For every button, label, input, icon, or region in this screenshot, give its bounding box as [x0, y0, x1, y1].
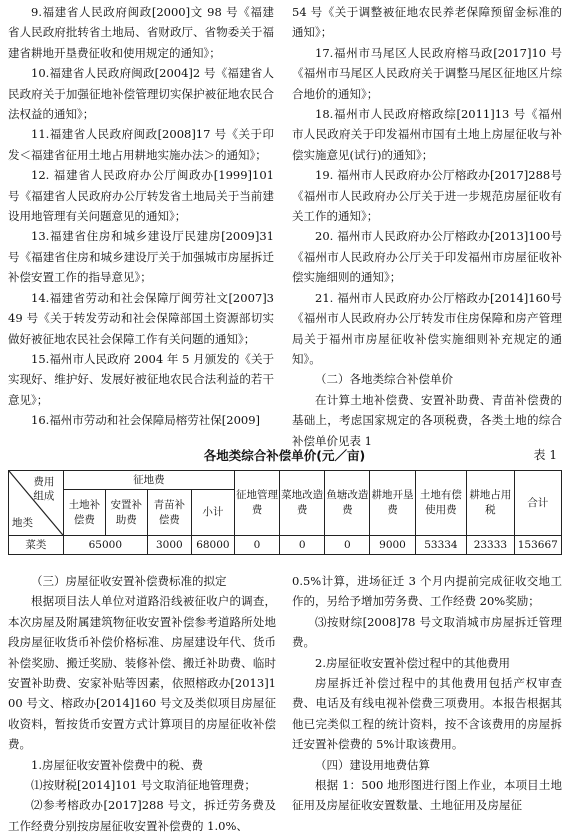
reference-item-9: 9.福建省人民政府闽政[2000]文 98 号《福建省人民政府批转省土地局、省财政厅、省物委关于福建省耕地开垦费征收和使用规定的通知》； [8, 5, 274, 60]
reference-item-17: 17.福州市马尾区人民政府榕马政[2017]10 号《福州市马尾区人民政府关于调整马尾区征地区片综合地价的通知》； [292, 45, 562, 101]
table-title: 各地类综合补偿单价(元／亩) [203, 448, 366, 463]
header-resettlement-subsidy: 安置补助费 [105, 490, 147, 536]
reference-item-20: 20. 福州市人民政府办公厅榕政办[2013]100号《福州市人民政府办公厅关于印发福州市房屋征收补偿实施细则的通知》； [292, 229, 562, 285]
top-left-column [8, 2, 274, 431]
header-management-fee: 征地管理费 [234, 471, 279, 536]
bottom-left-column [8, 571, 276, 836]
reference-item-16-continued: 54 号《关于调整被征地农民养老保障预留金标准的通知》； [292, 5, 562, 40]
header-reclamation-fee: 耕地开垦费 [370, 471, 415, 536]
reference-item-16: 16.福州市劳动和社会保障局榕劳社保[2009] [31, 413, 261, 428]
header-occupation-tax: 耕地占用税 [467, 471, 514, 536]
top-right-column [292, 2, 562, 451]
cell-fishpond: 0 [325, 536, 370, 555]
compensation-table [8, 470, 562, 555]
corner-top-label: 费用组成 [33, 476, 55, 502]
header-paid-use-fee: 土地有偿使用费 [415, 471, 467, 536]
table-corner-cell [9, 471, 64, 536]
section-heading-3: （三）房屋征收安置补偿费标准的拟定 [31, 574, 227, 588]
reference-item-14: 14.福建省劳动和社会保障厅闽劳社文[2007]349 号《关于转发劳动和社会保障部国土资源部切实做好被征地农民社会保障工作有关问题的通知》； [8, 290, 274, 346]
cell-vegetable: 0 [280, 536, 325, 555]
table-header-row-1 [9, 471, 562, 490]
subsection-2-title: 2.房屋征收安置补偿过程中的其他费用 [315, 655, 510, 670]
section-4-paragraph: 根据 1：500 地形图进行图上作业，本项目土地征用及房屋征收安置数量、土地征用及房屋征 [292, 778, 562, 813]
reference-item-15: 15.福州市人民政府 2004 年 5 月颁发的《关于实现好、维护好、发展好被征地农民合法利益的若干意见》； [8, 351, 274, 407]
cell-total: 153667 [514, 536, 561, 555]
section-heading-4: （四）建设用地费估算 [315, 757, 430, 772]
fee-item-1: ⑴按财税[2014]101 号文取消征地管理费； [31, 778, 256, 793]
reference-item-10: 10.福建省人民政府闽政[2004]2 号《福建省人民政府关于加强征地补偿管理切实保护被征地农民合法权益的通知》； [8, 66, 274, 122]
cell-reclamation: 9000 [370, 536, 415, 555]
reference-item-19: 19. 福州市人民政府办公厅榕政办[2017]288号《福州市人民政府办公厅关于进一步规范房屋征收有关工作的通知》； [292, 168, 562, 224]
table-caption [0, 446, 569, 466]
group-header-land-fee: 征地费 [63, 471, 234, 490]
row-label: 菜类 [9, 536, 64, 555]
cell-management: 0 [234, 536, 279, 555]
header-land-compensation: 土地补偿费 [63, 490, 105, 536]
reference-item-12: 12. 福建省人民政府办公厅闽政办[1999]101 号《福建省人民政府办公厅转发省土地局关于当前建设用地管理有关问题意见的通知》； [8, 168, 274, 224]
reference-item-13: 13.福建省住房和城乡建设厅民建房[2009]31号《福建省住房和城乡建设厅关于加强城市房屋拆迁补偿安置工作的指导意见》； [8, 229, 274, 285]
header-vegetable-fee: 菜地改造费 [280, 471, 325, 536]
table-row [9, 536, 562, 555]
fee-item-3: ⑶按财综[2008]78 号文取消城市房屋拆迁管理费。 [292, 614, 562, 650]
cell-land-and-resettlement: 65000 [63, 536, 147, 555]
cell-crops: 3000 [147, 536, 191, 555]
bottom-right-column [292, 571, 562, 816]
reference-item-18: 18.福州市人民政府榕政综[2011]13 号《福州市人民政府关于印发福州市国有土地上房屋征收与补偿实施意见(试行)的通知》； [292, 107, 562, 162]
cell-paid-use: 53334 [415, 536, 467, 555]
header-crop-compensation: 青苗补偿费 [147, 490, 191, 536]
fee-item-2: ⑵参考榕政办[2017]288 号文，拆迁劳务费及工作经费分别按房屋征收安置补偿费的 1.0%、 [8, 798, 276, 833]
cell-subtotal: 68000 [191, 536, 234, 555]
table-number: 表 1 [533, 448, 557, 462]
header-subtotal: 小计 [191, 490, 234, 536]
section-3-paragraph: 根据项目法人单位对道路沿线被征收户的调查，本次房屋及附属建筑物征收安置补偿参考道路所处地段房屋征收货币补偿价格标准、房屋建设年代、货币补偿奖励、搬迁奖励、装修补偿、搬迁补助费、临时安置补助费、安家补贴等因素，依照榕政办[2013]100 号文、榕政办[2014]160 号文及类似项目房屋征收资料，暂按货币安置方式计算项目的房屋征收补偿费。 [8, 594, 276, 752]
header-fishpond-fee: 鱼塘改造费 [325, 471, 370, 536]
reference-item-11: 11.福建省人民政府闽政[2008]17 号《关于印发＜福建省征用土地占用耕地实施办法＞的通知》； [8, 127, 274, 162]
section-2-paragraph: 在计算土地补偿费、安置补助费、青苗补偿费的基础上，考虑国家规定的各项税费，各类土地的综合补偿单价见表 1 [292, 392, 562, 448]
subsection-1-title: 1.房屋征收安置补偿费中的税、费 [31, 757, 203, 772]
fee-item-2-continued: 0.5%计算，进场征迁 3 个月内提前完成征收交地工作的，另给予增加劳务费、工作经费 20%奖励； [292, 574, 562, 609]
reference-item-21: 21. 福州市人民政府办公厅榕政办[2014]160号《福州市人民政府办公厅转发市住房保障和房产管理局关于福州市房屋征收补偿实施细则补充规定的通知》。 [292, 290, 562, 366]
corner-bottom-label: 地类 [12, 517, 33, 529]
header-total: 合计 [514, 471, 561, 536]
other-fees-paragraph: 房屋拆迁补偿过程中的其他费用包括产权审查费、电话及有线电视补偿费三项费用。本报告根据其他已完类似工程的统计资料，按不含该费用的房屋拆迁安置补偿费的 5%计取该费用。 [292, 676, 562, 752]
section-heading-2: （二）各地类综合补偿单价 [315, 372, 453, 387]
cell-occupation-tax: 23333 [467, 536, 514, 555]
